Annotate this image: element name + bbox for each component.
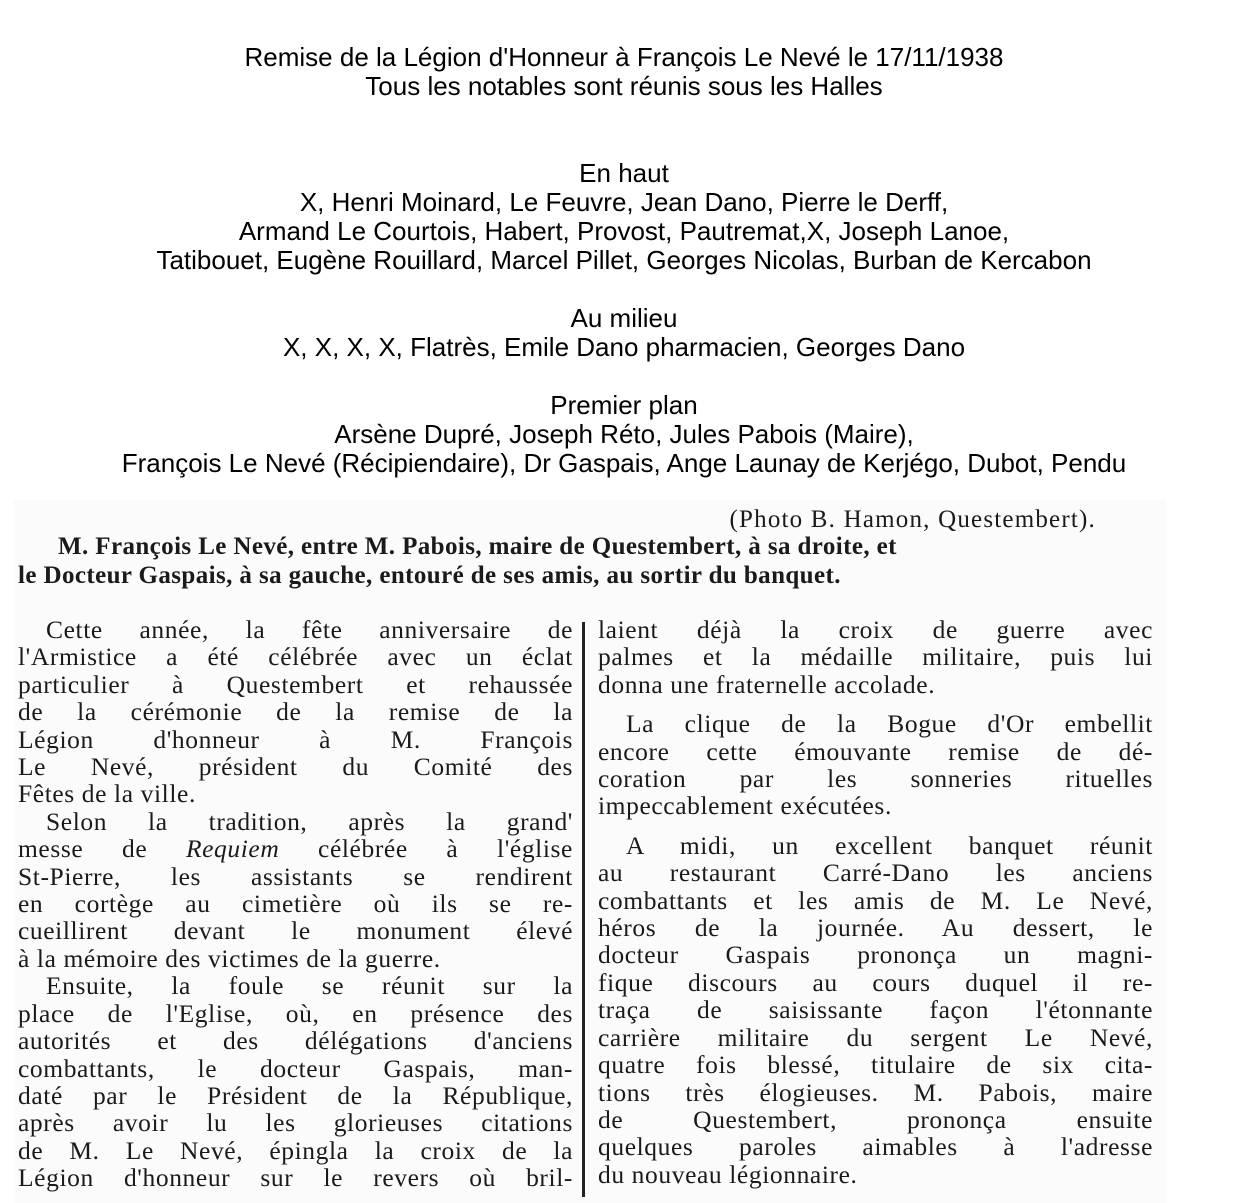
article-column-left — [18, 616, 573, 1192]
article-line: à la mémoire des victimes de la guerre. — [18, 943, 441, 973]
article-line: quelques paroles aimables à l'adresse — [598, 1132, 1153, 1162]
article-line: Fêtes de la ville. — [18, 779, 196, 809]
article-line: encore cette émouvante remise de dé- — [598, 736, 1153, 766]
top-row-names: Tatibouet, Eugène Rouillard, Marcel Pillet, Georges Nicolas, Burban de Kercabon — [156, 245, 1092, 275]
article-line: donna une fraternelle accolade. — [598, 669, 936, 699]
article-line: coration par les sonneries rituelles — [598, 764, 1153, 794]
article-line: place de l'Eglise, où, en présence des — [18, 998, 573, 1028]
top-row-heading: En haut — [579, 158, 669, 188]
article-line: après avoir lu les glorieuses citations — [18, 1108, 573, 1138]
article-line: Légion d'honneur à M. François — [18, 724, 573, 754]
article-line: Légion d'honneur sur le revers où bril- — [18, 1163, 573, 1193]
article-line: carrière militaire du sergent Le Nevé, — [598, 1022, 1153, 1052]
article-line: de la cérémonie de la remise de la — [18, 697, 573, 727]
column-divider — [582, 622, 585, 1197]
front-row-heading: Premier plan — [550, 390, 698, 420]
article-line: en cortège au cimetière où ils se re- — [18, 889, 573, 919]
article-line: Le Nevé, président du Comité des — [18, 752, 573, 782]
article-line: l'Armistice a été célébrée avec un éclat — [18, 642, 573, 672]
article-line: impeccablement exécutées. — [598, 791, 892, 821]
article-line: particulier à Questembert et rehaussée — [18, 669, 573, 699]
newspaper-clipping — [14, 500, 1166, 1203]
article-line: traça de saisissante façon l'étonnante — [598, 995, 1153, 1025]
article-line: St-Pierre, les assistants se rendirent — [18, 861, 573, 891]
article-line: docteur Gaspais prononça un magni- — [598, 940, 1153, 970]
article-line: fique discours au cours duquel il re- — [598, 967, 1153, 997]
photo-credit: (Photo B. Hamon, Questembert). — [729, 506, 1096, 533]
article-line: héros de la journée. Au dessert, le — [598, 913, 1153, 943]
article-line: quatre fois blessé, titulaire de six cita- — [598, 1050, 1153, 1080]
article-line: messe de Requiem célébrée à l'église — [18, 834, 573, 864]
article-line: de Questembert, prononça ensuite — [598, 1104, 1153, 1134]
headline-line: le Docteur Gaspais, à sa gauche, entouré de ses amis, au sortir du banquet. — [18, 562, 841, 589]
top-row-names: Armand Le Courtois, Habert, Provost, Pautremat,X, Joseph Lanoe, — [238, 216, 1010, 246]
article-line: La clique de la Bogue d'Or embellit — [626, 709, 1153, 739]
photo-caption — [0, 43, 1248, 478]
article-line: palmes et la médaille militaire, puis lui — [598, 642, 1153, 672]
caption-title: Remise de la Légion d'Honneur à François Le Nevé le 17/11/1938 — [244, 42, 1004, 72]
middle-row-names: X, X, X, X, Flatrès, Emile Dano pharmacien, Georges Dano — [282, 332, 966, 362]
article-line: combattants et les amis de M. Le Nevé, — [598, 885, 1153, 915]
headline-line: M. François Le Nevé, entre M. Pabois, maire de Questembert, à sa droite, et — [58, 533, 897, 560]
article-line: autorités et des délégations d'anciens — [18, 1026, 573, 1056]
article-line: au restaurant Carré-Dano les anciens — [598, 858, 1153, 888]
article-line: daté par le Président de la République, — [18, 1080, 573, 1110]
caption-subtitle: Tous les notables sont réunis sous les Halles — [365, 71, 883, 101]
front-row-names: Arsène Dupré, Joseph Réto, Jules Pabois (Maire), — [334, 419, 914, 449]
article-line: laient déjà la croix de guerre avec — [598, 615, 1153, 644]
article-line: Selon la tradition, après la grand' — [46, 806, 573, 836]
requiem-word: Requiem — [185, 834, 280, 864]
clipping-headline — [18, 532, 1158, 590]
article-line: Ensuite, la foule se réunit sur la — [46, 971, 573, 1001]
article-line: cueillirent devant le monument élevé — [18, 916, 573, 946]
article-line: combattants, le docteur Gaspais, man- — [18, 1053, 573, 1083]
article-line: A midi, un excellent banquet réunit — [626, 830, 1153, 860]
article-line: Cette année, la fête anniversaire de — [46, 615, 573, 644]
article-column-right — [598, 616, 1153, 1188]
article-line: de M. Le Nevé, épingla la croix de la — [18, 1135, 573, 1165]
front-row-names: François Le Nevé (Récipiendaire), Dr Gaspais, Ange Launay de Kerjégo, Dubot, Pendu — [121, 448, 1127, 478]
top-row-names: X, Henri Moinard, Le Feuvre, Jean Dano, Pierre le Derff, — [299, 187, 949, 217]
article-line: tions très élogieuses. M. Pabois, maire — [598, 1077, 1153, 1107]
middle-row-heading: Au milieu — [570, 303, 678, 333]
article-line: du nouveau légionnaire. — [598, 1159, 858, 1189]
